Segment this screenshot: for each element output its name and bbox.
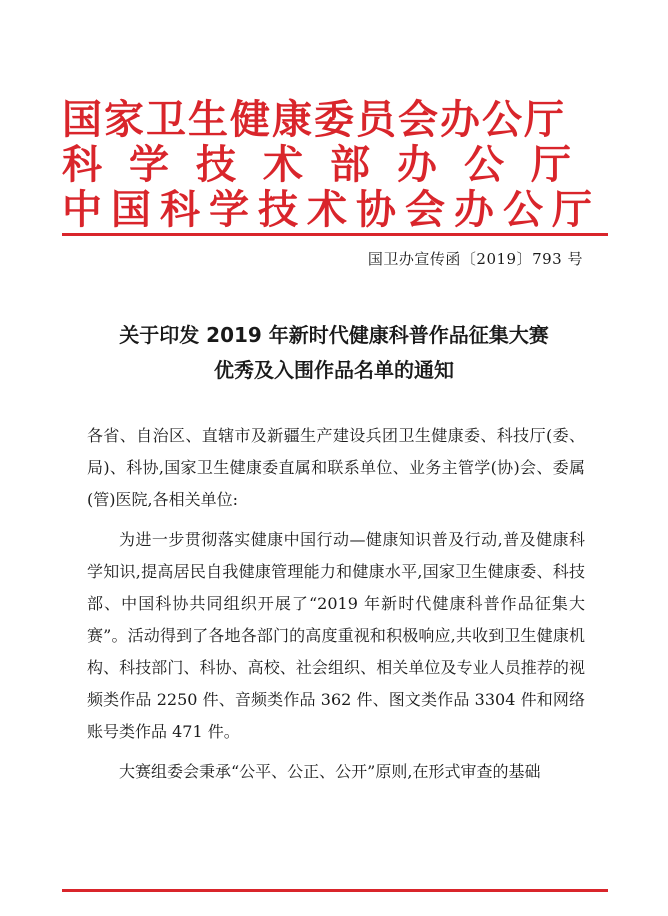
- title-line-1: 关于印发 2019 年新时代健康科普作品征集大赛: [119, 323, 549, 347]
- title-line-2: 优秀及入围作品名单的通知: [214, 358, 454, 382]
- document-title: [70, 318, 598, 388]
- body-paragraph-2: 大赛组委会秉承“公平、公正、公开”原则,在形式审查的基础: [119, 762, 541, 781]
- header-line-nhc: 国家卫生健康委员会办公厅: [62, 98, 566, 143]
- red-divider-top: [62, 233, 608, 236]
- document-number: 国卫办宣传函〔2019〕793 号: [367, 250, 583, 268]
- addressee-paragraph: 各省、自治区、直辖市及新疆生产建设兵团卫生健康委、科技厅(委、局)、科协,国家卫生健康委直属和联系单位、业务主管学(协)会、委属(管)医院,各相关单位:: [87, 426, 585, 509]
- document-body: [87, 420, 585, 788]
- header-line-cast: 中国科学技术协会办公厅: [62, 188, 601, 233]
- issuing-authorities-header: [62, 98, 608, 233]
- red-divider-bottom: [62, 889, 608, 892]
- body-paragraph-1: 为进一步贯彻落实健康中国行动—健康知识普及行动,普及健康科学知识,提高居民自我健康管理能力和健康水平,国家卫生健康委、科技部、中国科协共同组织开展了“2019 年新时代健康科普作品征集大赛”。活动得到了各地各部门的高度重视和积极响应,共收到卫生健康机构、科技部门、科协、高校、社会组织、相关单位及专业人员推荐的视频类作品 2250 件、音频类作品 362 件、图文类作品 3304 件和网络账号类作品 471 件。: [87, 530, 585, 741]
- header-line-most: 科学技术部办公厅: [62, 143, 598, 188]
